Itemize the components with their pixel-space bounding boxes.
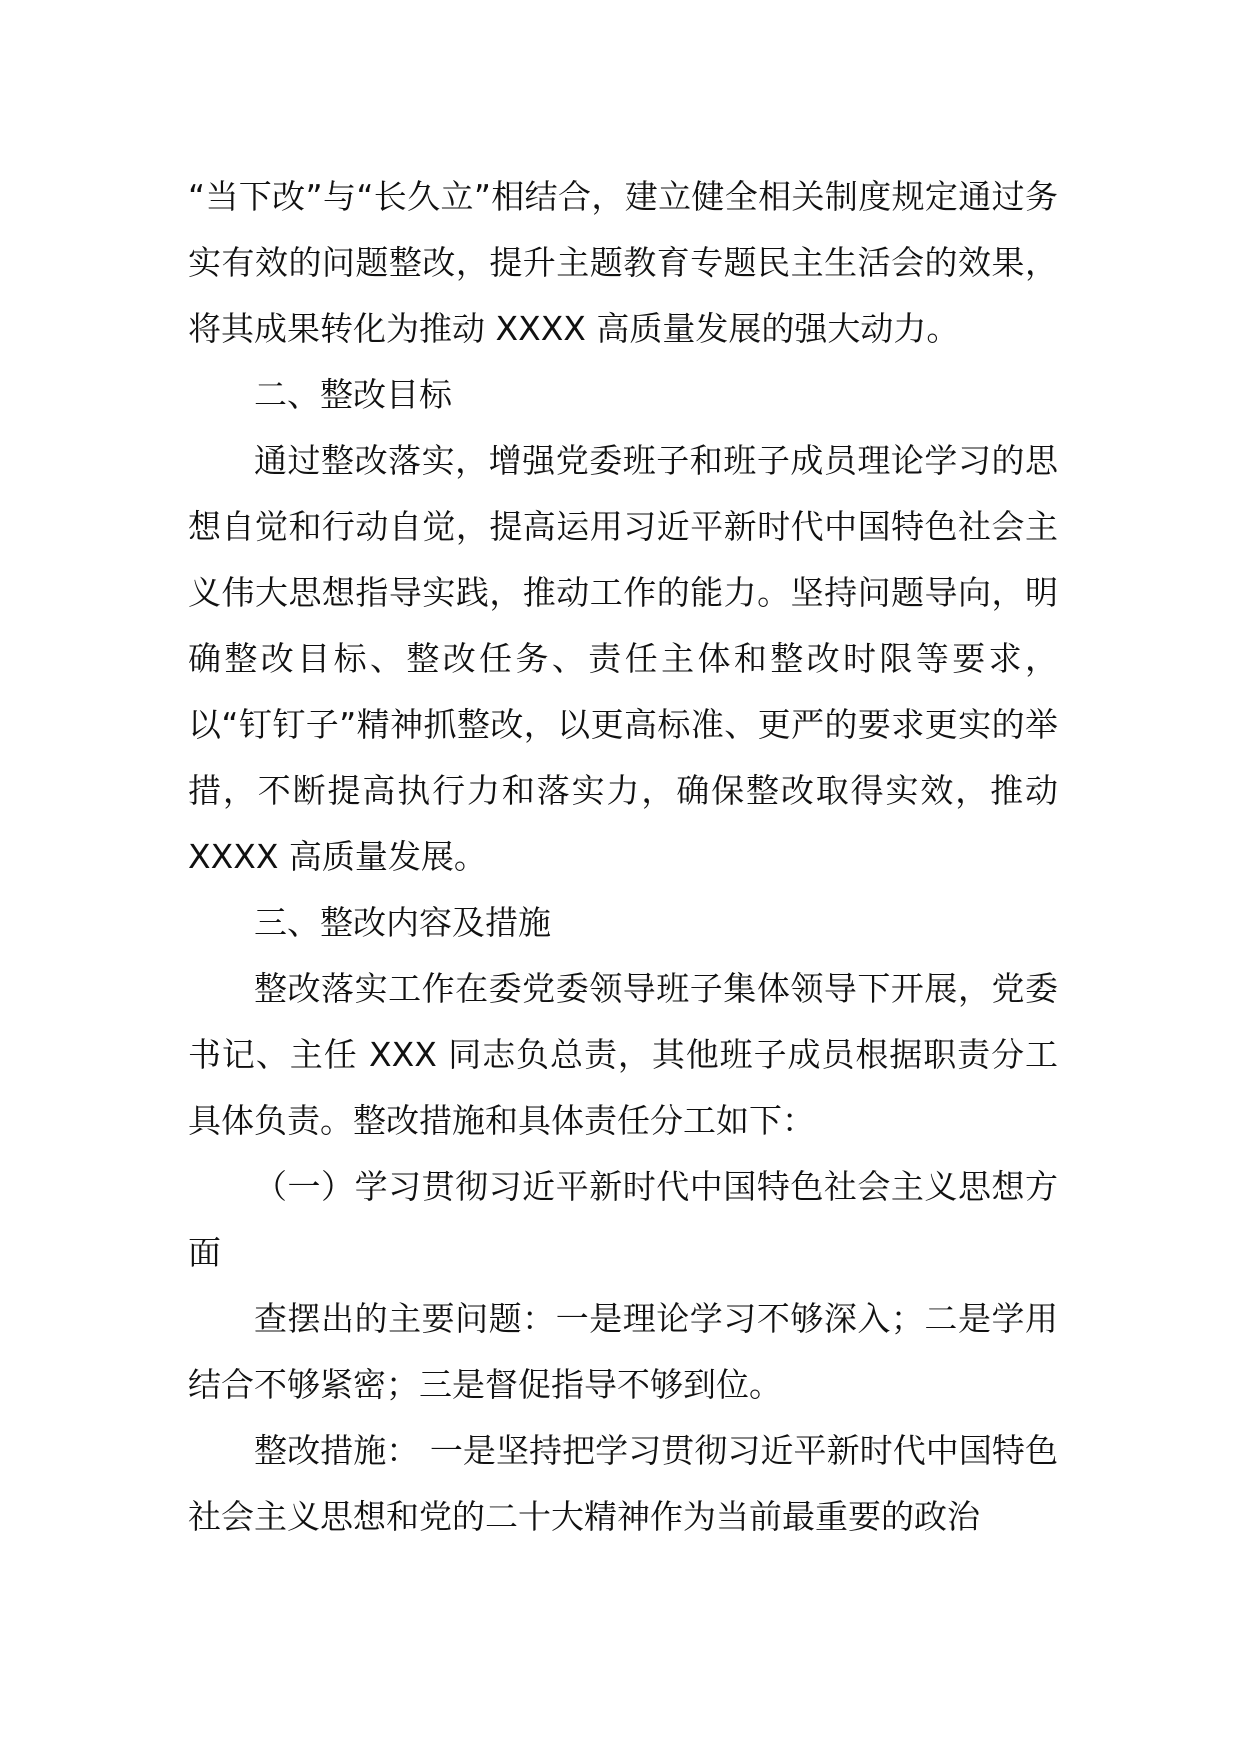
document-body — [188, 164, 1058, 1550]
heading-rectification-goals: 二、整改目标 — [254, 375, 452, 414]
paragraph-problems: 查摆出的主要问题：一是理论学习不够深入；二是学用结合不够紧密；三是督促指导不够到位。 — [188, 1299, 1058, 1404]
subheading-section-one: （一）学习贯彻习近平新时代中国特色社会主义思想方面 — [188, 1167, 1058, 1272]
paragraph-goals: 通过整改落实，增强党委班子和班子成员理论学习的思想自觉和行动自觉，提高运用习近平新时代中国特色社会主义伟大思想指导实践，推动工作的能力。坚持问题导向，明确整改目标、整改任务、责任主体和整改时限等要求，以“钉钉子”精神抓整改，以更高标准、更严的要求更实的举措，不断提高执行力和落实力，确保整改取得实效，推动 XXXX 高质量发展。 — [188, 441, 1058, 876]
paragraph-intro-continuation: “当下改”与“长久立”相结合，建立健全相关制度规定通过务实有效的问题整改，提升主题教育专题民主生活会的效果，将其成果转化为推动 XXXX 高质量发展的强大动力。 — [188, 177, 1058, 348]
paragraph-responsibility: 整改落实工作在委党委领导班子集体领导下开展，党委书记、主任 XXX 同志负总责，其他班子成员根据职责分工具体负责。整改措施和具体责任分工如下： — [188, 969, 1058, 1140]
paragraph-measures: 整改措施： 一是坚持把学习贯彻习近平新时代中国特色社会主义思想和党的二十大精神作为当前最重要的政治 — [188, 1431, 1058, 1536]
heading-rectification-contents: 三、整改内容及措施 — [254, 903, 551, 942]
